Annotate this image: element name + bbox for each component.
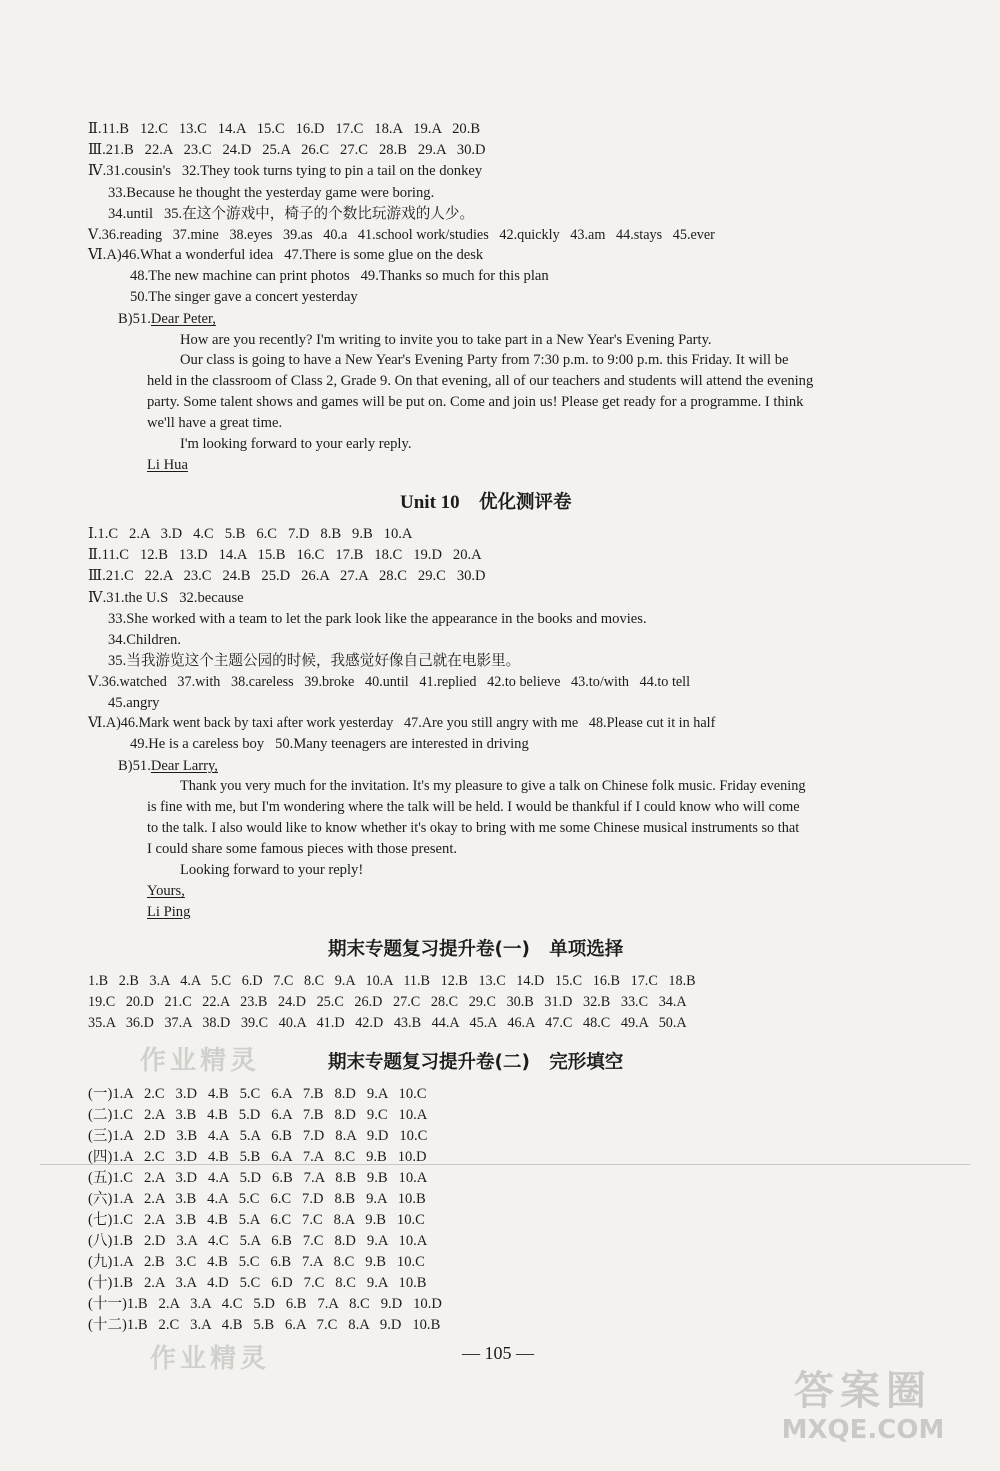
letter-line: Thank you very much for the invitation. It's my pleasure to give a talk on Chinese folk music. Friday evening bbox=[180, 778, 806, 794]
letter-line: held in the classroom of Class 2, Grade 9. On that evening, all of our teachers and students will attend the evening bbox=[147, 373, 814, 389]
unit-label: Unit 10 bbox=[400, 492, 460, 513]
answer-line: (三)1.A 2.D 3.B 4.A 5.A 6.B 7.D 8.A 9.D 10.C bbox=[88, 1128, 428, 1144]
answer-line: 48.The new machine can print photos 49.Thanks so much for this plan bbox=[130, 268, 549, 284]
answer-line: Ⅱ.11.C 12.B 13.D 14.A 15.B 16.C 17.B 18.C 19.D 20.A bbox=[88, 547, 482, 563]
letter-line: How are you recently? I'm writing to invite you to take part in a New Year's Evening Party. bbox=[180, 332, 712, 348]
letter-line: to the talk. I also would like to know whether it's okay to bring with me some Chinese musical instruments so that bbox=[147, 820, 800, 836]
answer-line: Ⅳ.31.the U.S 32.because bbox=[88, 590, 244, 606]
site-watermark bbox=[748, 1367, 978, 1457]
answer-line: (十二)1.B 2.C 3.A 4.B 5.B 6.A 7.C 8.A 9.D 10.B bbox=[88, 1317, 441, 1333]
answer-line: 34.until 35.在这个游戏中，椅子的个数比玩游戏的人少。 bbox=[108, 206, 475, 222]
answer-line: 19.C 20.D 21.C 22.A 23.B 24.D 25.C 26.D 27.C 28.C 29.C 30.B 31.D 32.B 33.C 34.A bbox=[88, 994, 687, 1010]
answer-line: Ⅴ.36.watched 37.with 38.careless 39.broke 40.until 41.replied 42.to believe 43.to/with 44.to tell bbox=[88, 674, 691, 690]
answer-line: 49.He is a careless boy 50.Many teenagers are interested in driving bbox=[130, 736, 529, 752]
unit-title: 优化测评卷 bbox=[478, 492, 572, 513]
answer-line: 50.The singer gave a concert yesterday bbox=[130, 289, 358, 305]
letter-greeting-line bbox=[118, 310, 216, 329]
answer-line: (二)1.C 2.A 3.B 4.B 5.D 6.A 7.B 8.D 9.C 10.A bbox=[88, 1107, 428, 1123]
letter-line: party. Some talent shows and games will be put on. Come and join us! Please get ready for a programme. I think bbox=[147, 394, 804, 410]
watermark-logo-text: 答案圈 bbox=[794, 1368, 932, 1414]
section-heading: 期末专题复习提升卷(一) 单项选择 bbox=[328, 939, 624, 960]
answer-line: (四)1.A 2.C 3.D 4.B 5.B 6.A 7.A 8.C 9.B 10.D bbox=[88, 1149, 427, 1165]
answer-line: 33.She worked with a team to let the park look like the appearance in the books and movies. bbox=[108, 611, 647, 627]
answer-line: 35.A 36.D 37.A 38.D 39.C 40.A 41.D 42.D 43.B 44.A 45.A 46.A 47.C 48.C 49.A 50.A bbox=[88, 1015, 687, 1031]
watermark-url: MXQE.COM bbox=[781, 1415, 945, 1445]
faint-watermark: 作业精灵 bbox=[140, 1046, 261, 1076]
answer-line: Ⅳ.31.cousin's 32.They took turns tying to pin a tail on the donkey bbox=[88, 163, 483, 179]
section-heading: 期末专题复习提升卷(二) 完形填空 bbox=[328, 1052, 624, 1073]
letter-signature: Li Ping bbox=[147, 904, 191, 920]
section-heading bbox=[400, 488, 572, 514]
answer-line: Ⅵ.A)46.What a wonderful idea 47.There is some glue on the desk bbox=[88, 247, 484, 263]
answer-line: (十)1.B 2.A 3.A 4.D 5.C 6.D 7.C 8.C 9.A 10.B bbox=[88, 1275, 427, 1291]
letter-line: Looking forward to your reply! bbox=[180, 862, 364, 878]
answer-line: (七)1.C 2.A 3.B 4.B 5.A 6.C 7.C 8.A 9.B 10.C bbox=[88, 1212, 425, 1228]
letter-prefix: B)51. bbox=[118, 758, 151, 774]
answer-line: 35.当我游览这个主题公园的时候，我感觉好像自己就在电影里。 bbox=[108, 653, 521, 669]
letter-greeting: Dear Peter, bbox=[150, 311, 216, 327]
answer-line: 45.angry bbox=[108, 695, 160, 711]
letter-prefix: B)51. bbox=[118, 311, 151, 327]
letter-greeting-line bbox=[118, 757, 218, 776]
letter-line: we'll have a great time. bbox=[147, 415, 283, 431]
answer-line: (一)1.A 2.C 3.D 4.B 5.C 6.A 7.B 8.D 9.A 10.C bbox=[88, 1086, 427, 1102]
answer-line: Ⅱ.11.B 12.C 13.C 14.A 15.C 16.D 17.C 18.A 19.A 20.B bbox=[88, 121, 481, 137]
letter-line: I could share some famous pieces with those present. bbox=[147, 841, 458, 857]
answer-line: (八)1.B 2.D 3.A 4.C 5.A 6.B 7.C 8.D 9.A 10.A bbox=[88, 1233, 428, 1249]
answer-line: (十一)1.B 2.A 3.A 4.C 5.D 6.B 7.A 8.C 9.D 10.D bbox=[88, 1296, 442, 1312]
answer-line: 1.B 2.B 3.A 4.A 5.C 6.D 7.C 8.C 9.A 10.A 11.B 12.B 13.C 14.D 15.C 16.B 17.C 18.B bbox=[88, 973, 696, 989]
answer-line: Ⅲ.21.C 22.A 23.C 24.B 25.D 26.A 27.A 28.C 29.C 30.D bbox=[88, 568, 486, 584]
letter-signature: Li Hua bbox=[147, 457, 188, 473]
answer-line: 33.Because he thought the yesterday game were boring. bbox=[108, 185, 435, 201]
answer-line: 34.Children. bbox=[108, 632, 181, 648]
answer-line: Ⅵ.A)46.Mark went back by taxi after work yesterday 47.Are you still angry with me 48.Please cut it in half bbox=[88, 715, 716, 731]
answer-line: Ⅴ.36.reading 37.mine 38.eyes 39.as 40.a 41.school work/studies 42.quickly 43.am 44.stays 45.ever bbox=[88, 227, 715, 243]
letter-line: I'm looking forward to your early reply. bbox=[180, 436, 412, 452]
answer-line: Ⅲ.21.B 22.A 23.C 24.D 25.A 26.C 27.C 28.B 29.A 30.D bbox=[88, 142, 486, 158]
faint-watermark: 作业精灵 bbox=[150, 1344, 271, 1374]
letter-line: is fine with me, but I'm wondering where the talk will be held. I would be thankful if I could know who will come bbox=[147, 799, 800, 815]
letter-line: Our class is going to have a New Year's Evening Party from 7:30 p.m. to 9:00 p.m. this Friday. It will be bbox=[180, 352, 789, 368]
answer-line: (六)1.A 2.A 3.B 4.A 5.C 6.C 7.D 8.B 9.A 10.B bbox=[88, 1191, 426, 1207]
page-number: — 105 — bbox=[462, 1343, 534, 1363]
letter-closing: Yours, bbox=[147, 883, 185, 899]
answer-line: (九)1.A 2.B 3.C 4.B 5.C 6.B 7.A 8.C 9.B 10.C bbox=[88, 1254, 425, 1270]
letter-greeting: Dear Larry, bbox=[150, 758, 218, 774]
answer-line: Ⅰ.1.C 2.A 3.D 4.C 5.B 6.C 7.D 8.B 9.B 10.A bbox=[88, 526, 413, 542]
answer-line: (五)1.C 2.A 3.D 4.A 5.D 6.B 7.A 8.B 9.B 10.A bbox=[88, 1170, 428, 1186]
